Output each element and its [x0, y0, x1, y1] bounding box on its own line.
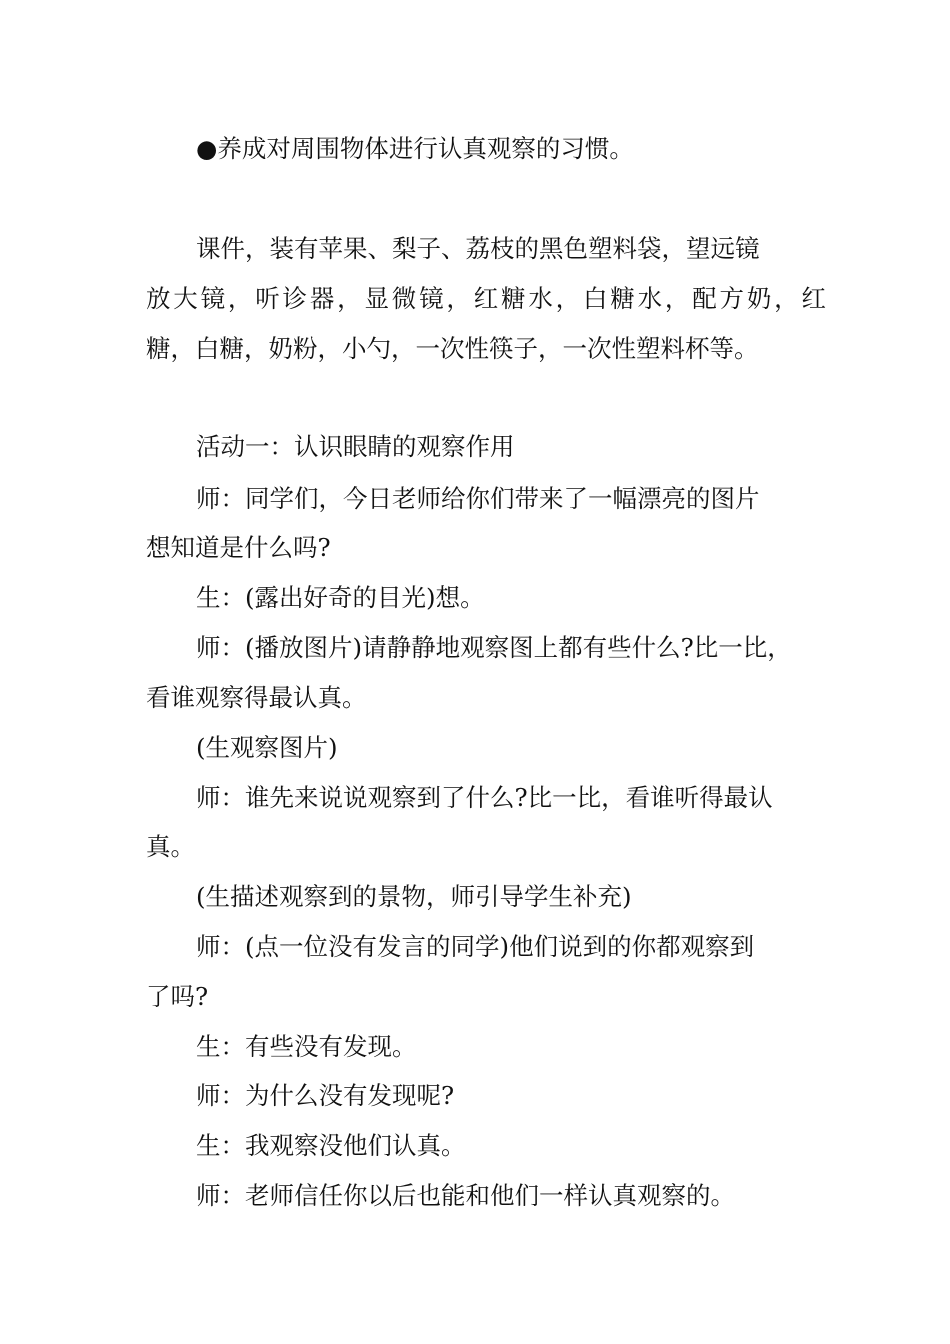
materials-line-2: 放大镜，听诊器，显微镜，红糖水，白糖水，配方奶，红: [146, 284, 826, 313]
dialogue-line: 师：为什么没有发现呢?: [196, 1081, 455, 1110]
dialogue-line: (生描述观察到的景物，师引导学生补充): [196, 882, 632, 911]
dialogue-line: 师：(播放图片)请静静地观察图上都有些什么?比一比，: [196, 633, 792, 662]
goal-bullet-text: ●养成对周围物体进行认真观察的习惯。: [196, 134, 634, 163]
dialogue-line: 生：我观察没他们认真。: [196, 1131, 466, 1160]
dialogue-line: 师：同学们，今日老师给你们带来了一幅漂亮的图片: [196, 484, 760, 513]
dialogue-line: 想知道是什么吗?: [146, 533, 331, 562]
dialogue-line: 师：谁先来说说观察到了什么?比一比，看谁听得最认: [196, 783, 773, 812]
materials-line-3: 糖，白糖，奶粉，小勺，一次性筷子，一次性塑料杯等。: [146, 334, 759, 363]
dialogue-line: 看谁观察得最认真。: [146, 683, 367, 712]
dialogue-line: 真。: [146, 832, 195, 861]
dialogue-line: 师：老师信任你以后也能和他们一样认真观察的。: [196, 1181, 735, 1210]
materials-line-1: 课件，装有苹果、梨子、荔枝的黑色塑料袋，望远镜: [196, 234, 760, 263]
dialogue-line: 生：(露出好奇的目光)想。: [196, 583, 485, 612]
dialogue-line: 生：有些没有发现。: [196, 1032, 417, 1061]
dialogue-line: 师：(点一位没有发言的同学)他们说到的你都观察到: [196, 932, 755, 961]
dialogue-line: 了吗?: [146, 982, 209, 1011]
dialogue-line: (生观察图片): [196, 733, 338, 762]
activity-title: 活动一：认识眼睛的观察作用: [196, 432, 515, 461]
